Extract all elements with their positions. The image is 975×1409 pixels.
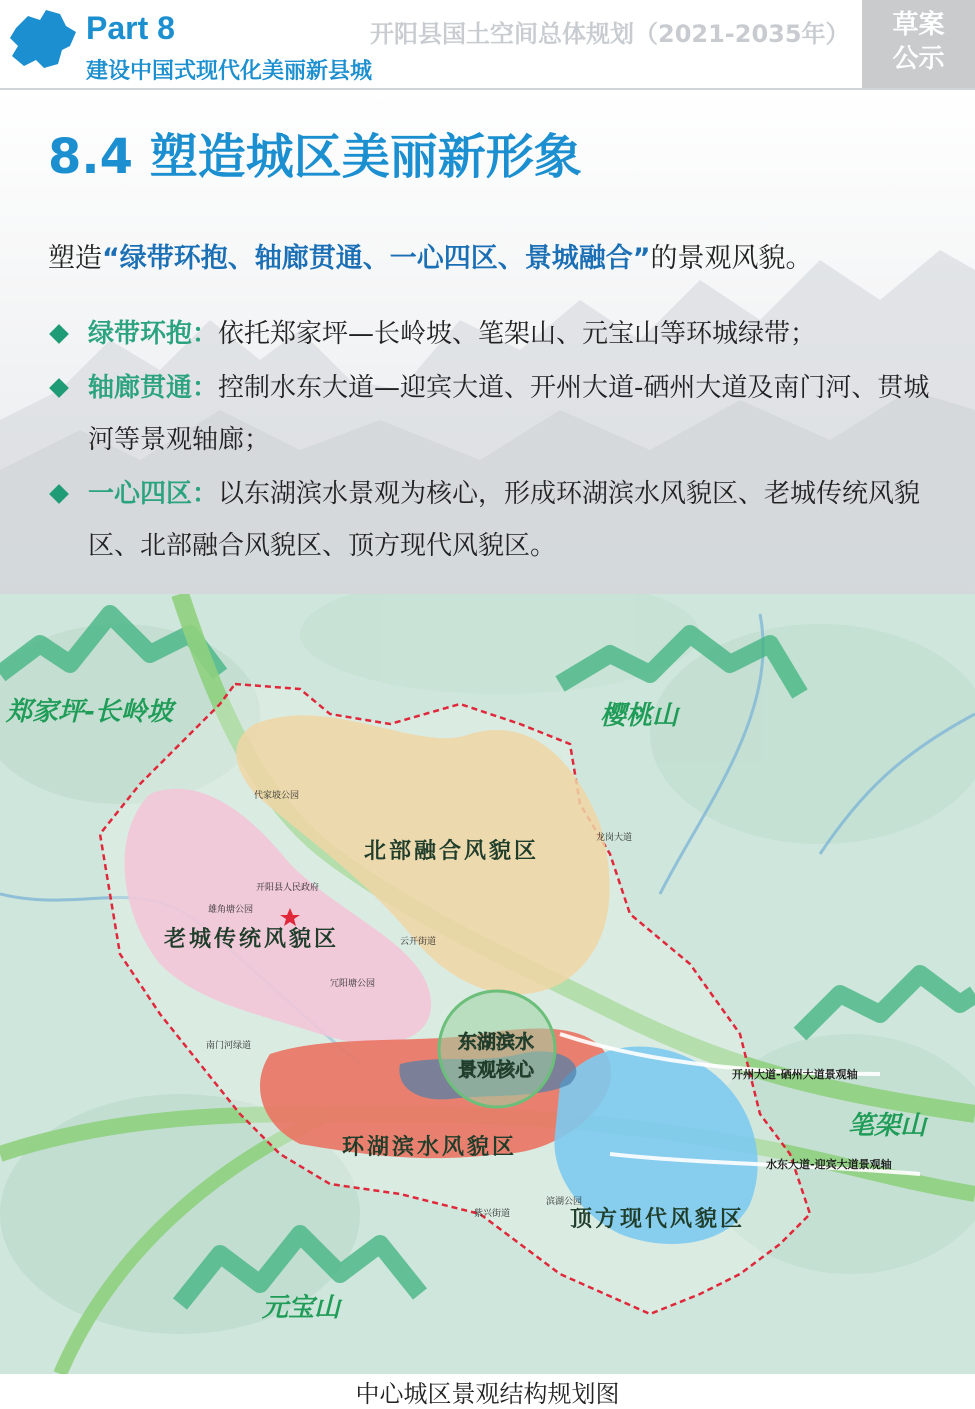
plan-title: 开阳县国土空间总体规划（2021-2035年）	[370, 20, 850, 48]
part-subtitle: 建设中国式现代化美丽新县城	[86, 59, 373, 84]
place-label: 代家坡公园	[254, 791, 300, 801]
bullet-key: 一心四区：	[88, 479, 219, 509]
place-label: 南门河绿道	[206, 1041, 252, 1051]
place-label: 紫兴街道	[474, 1209, 511, 1219]
lead-prefix: 塑造	[48, 243, 102, 274]
belt-label: 笔架山	[848, 1111, 927, 1141]
place-label: 云开街道	[400, 937, 437, 947]
bullet-text: 控制水东大道—迎宾大道、开州大道-硒州大道及南门河、贯城河等景观轴廊；	[88, 373, 930, 455]
diamond-bullet-icon	[49, 484, 69, 504]
place-label: 开阳县人民政府	[256, 883, 320, 893]
bullet-item	[48, 362, 938, 466]
part-number: Part 8	[86, 10, 175, 46]
lead-highlight: “绿带环抱、轴廊贯通、一心四区、景城融合”	[102, 243, 651, 274]
badge-line-1: 草案	[892, 10, 945, 40]
section-title: 8.4 塑造城区美丽新形象	[48, 129, 582, 185]
bullet-key: 绿带环抱：	[88, 319, 219, 349]
axis-label: 开州大道-硒州大道景观轴	[732, 1068, 858, 1081]
diamond-bullet-icon	[49, 378, 69, 398]
zone-label: 老城传统风貌区	[164, 926, 340, 952]
place-label: 雄角塘公园	[208, 905, 254, 915]
bullet-item	[48, 468, 938, 572]
landscape-structure-map	[0, 594, 975, 1374]
core-label: 景观核心	[458, 1059, 535, 1081]
belt-label: 元宝山	[262, 1293, 341, 1323]
belt-label: 郑家坪-长岭坡	[6, 697, 173, 727]
lead-suffix: 的景观风貌。	[650, 243, 813, 274]
place-label: 滨湖公园	[546, 1197, 583, 1207]
axis-label: 水东大道-迎宾大道景观轴	[766, 1158, 892, 1171]
draft-badge	[862, 0, 975, 88]
lead-sentence	[48, 236, 813, 275]
map-caption: 中心城区景观结构规划图	[355, 1380, 620, 1408]
belt-label: 樱桃山	[600, 701, 679, 731]
badge-line-2: 公示	[892, 44, 945, 74]
bullet-text: 以东湖滨水景观为核心，形成环湖滨水风貌区、老城传统风貌区、北部融合风貌区、顶方现代风貌区。	[88, 479, 921, 561]
kaiyang-county-map-icon	[6, 6, 78, 74]
bullet-list	[48, 308, 938, 574]
bullet-item	[48, 308, 938, 360]
diamond-bullet-icon	[49, 324, 69, 344]
zone-label: 北部融合风貌区	[364, 838, 540, 864]
bullet-text: 依托郑家坪—长岭坡、笔架山、元宝山等环城绿带；	[218, 319, 817, 349]
place-label: 龙岗大道	[596, 833, 633, 843]
core-label: 东湖滨水	[458, 1031, 535, 1053]
zone-label: 环湖滨水风貌区	[342, 1134, 518, 1160]
page-header	[0, 0, 975, 90]
place-label: 冗阳塘公园	[330, 979, 376, 989]
bullet-key: 轴廊贯通：	[88, 373, 219, 403]
zone-label: 顶方现代风貌区	[570, 1206, 746, 1232]
